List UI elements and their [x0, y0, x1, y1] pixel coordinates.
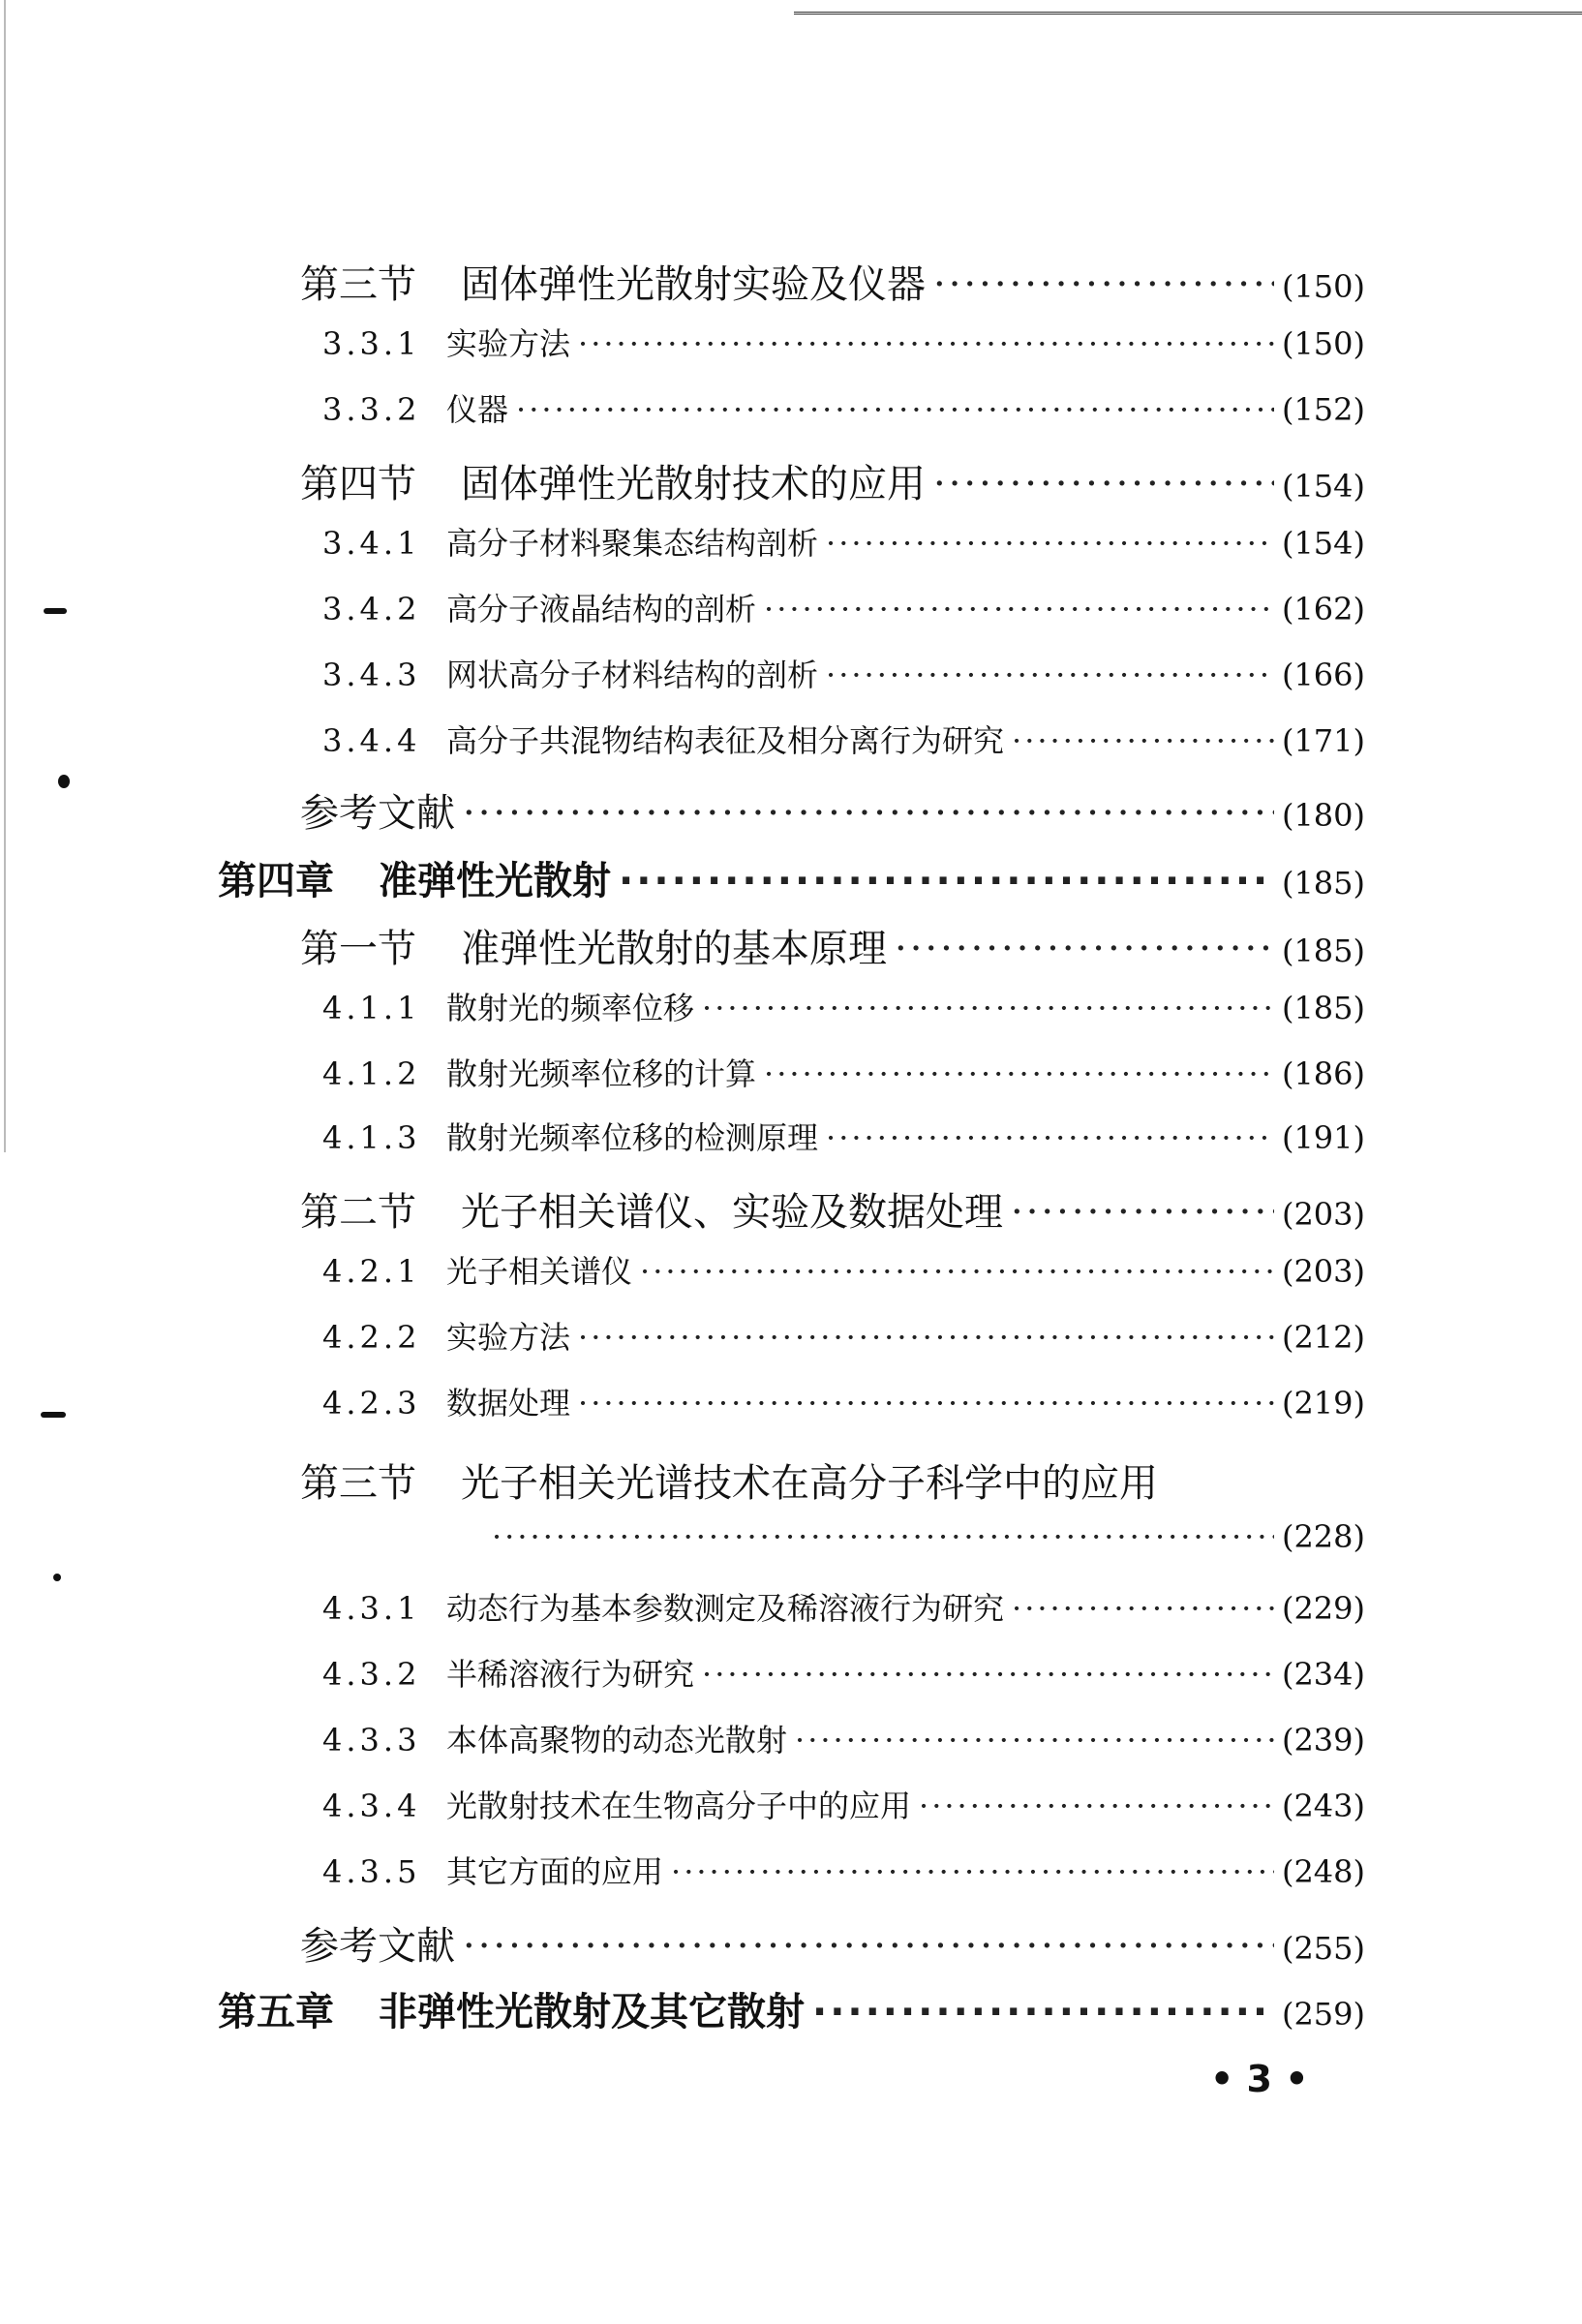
toc-entry-title [322, 320, 570, 364]
toc-entry-title [322, 1379, 570, 1423]
toc-page-number: (191) [1281, 1119, 1365, 1156]
dot-leader [463, 791, 1274, 836]
toc-entry-text: 实验方法 [446, 1319, 571, 1356]
toc-entry-number: 4.1.3 [322, 1119, 421, 1156]
toc-entry-number: 4.3.3 [322, 1722, 421, 1758]
toc-entry-title [322, 1650, 694, 1695]
toc-page-number: (203) [1281, 1253, 1365, 1290]
toc-entry-title [300, 782, 455, 838]
dot-leader [826, 1119, 1274, 1156]
dot-leader [764, 591, 1274, 627]
toc-entry-subsection [322, 1050, 1365, 1094]
toc-entry-text: 动态行为基本参数测定及稀溶液行为研究 [446, 1590, 1005, 1627]
toc-entry-title [322, 585, 756, 629]
toc-page-number: (203) [1281, 1196, 1365, 1233]
toc-entry-text: 光散射技术在生物高分子中的应用 [446, 1788, 912, 1824]
toc-entry-section [300, 1915, 1365, 1971]
dot-leader [702, 990, 1274, 1026]
toc-entry-title [322, 1584, 1004, 1629]
dot-leader [919, 1788, 1274, 1824]
toc-entry-subsection [322, 1782, 1365, 1826]
toc-entry-number: 4.2.2 [322, 1319, 421, 1356]
toc-page-number: (150) [1281, 268, 1365, 305]
toc-page-number: (228) [1281, 1518, 1365, 1555]
toc-entry-section [300, 254, 1365, 309]
toc-entry-number: 3.4.3 [322, 657, 421, 693]
toc-entry-subsection [322, 1114, 1365, 1158]
dot-leader [702, 1656, 1274, 1693]
toc-entry-title [322, 385, 508, 430]
toc-entry-title [300, 453, 926, 508]
dot-leader [578, 325, 1274, 362]
toc-entry-text: 固体弹性光散射技术的应用 [461, 462, 926, 506]
binding-edge [4, 0, 6, 1152]
toc-entry-text: 光子相关光谱技术在高分子科学中的应用 [461, 1461, 1158, 1506]
toc-page-number: (212) [1281, 1319, 1365, 1356]
toc-page-number: (154) [1281, 468, 1365, 505]
toc-entry-number: 3.3.2 [322, 391, 421, 428]
dot-leader [826, 525, 1274, 562]
toc-page-number: (243) [1281, 1788, 1365, 1824]
toc-page-number: (152) [1281, 391, 1365, 428]
toc-page-number: (248) [1281, 1853, 1365, 1890]
toc-entry-number: 第三节 [300, 1461, 416, 1506]
toc-entry-section [300, 782, 1365, 838]
toc-entry-subsection [322, 1247, 1365, 1292]
page-number: • 3 • [1210, 2058, 1309, 2100]
scan-speck [44, 608, 67, 614]
toc-entry-subsection [322, 1313, 1365, 1358]
toc-entry-section [300, 453, 1365, 508]
toc-page-number: (219) [1281, 1385, 1365, 1422]
dot-leader [1011, 1190, 1274, 1235]
dot-leader [933, 262, 1274, 307]
toc-entry-subsection [322, 717, 1365, 761]
toc-entry-subsection [322, 1848, 1365, 1892]
toc-entry-number: 3.3.1 [322, 325, 421, 362]
toc-entry-chapter [218, 850, 1365, 905]
dot-leader [671, 1853, 1274, 1890]
toc-entry-title [322, 1848, 663, 1892]
scan-speck [53, 1574, 61, 1581]
toc-entry-section [300, 918, 1365, 973]
toc-entry-section [300, 1452, 1365, 1508]
toc-page-number: (150) [1281, 325, 1365, 362]
scan-speck [58, 775, 70, 788]
dot-leader [619, 859, 1274, 903]
toc-entry-section [300, 1181, 1365, 1237]
toc-entry-text: 高分子材料聚集态结构剖析 [446, 525, 819, 562]
toc-entry-number: 4.3.2 [322, 1656, 421, 1693]
toc-entry-number: 第三节 [300, 262, 416, 307]
dot-leader [578, 1385, 1274, 1422]
toc-entry-number: 3.4.4 [322, 722, 421, 759]
toc-page-number: (186) [1281, 1055, 1365, 1092]
toc-entry-text: 网状高分子材料结构的剖析 [446, 657, 819, 693]
toc-page-number: (239) [1281, 1722, 1365, 1758]
dot-leader [640, 1253, 1274, 1290]
toc-entry-text: 固体弹性光散射实验及仪器 [461, 262, 926, 307]
toc-entry-title [322, 1716, 787, 1760]
dot-leader [516, 391, 1274, 428]
toc-entry-title [322, 1782, 911, 1826]
dot-leader [895, 927, 1274, 971]
toc-page-number: (180) [1281, 797, 1365, 834]
toc-entry-number: 第四章 [218, 859, 334, 903]
toc-page-number: (154) [1281, 525, 1365, 562]
dot-leader [463, 1924, 1274, 1969]
toc-entry-title [300, 1452, 1158, 1508]
toc-entry-title [300, 1181, 1003, 1237]
toc-entry-title [322, 1247, 632, 1292]
dot-leader [764, 1055, 1274, 1092]
toc-entry-text: 高分子液晶结构的剖析 [446, 591, 757, 627]
toc-entry-subsection [322, 320, 1365, 364]
toc-entry-text: 数据处理 [446, 1385, 571, 1422]
toc-entry-subsection [322, 651, 1365, 695]
toc-entry-title [218, 1981, 805, 2036]
toc-page-number: (229) [1281, 1590, 1365, 1627]
dot-leader [826, 657, 1274, 693]
toc-entry-text: 光子相关谱仪、实验及数据处理 [461, 1190, 1003, 1235]
toc-entry-text: 光子相关谱仪 [446, 1253, 633, 1290]
toc-entry-text: 高分子共混物结构表征及相分离行为研究 [446, 722, 1005, 759]
top-rule [794, 0, 1582, 15]
toc-entry-title [322, 984, 694, 1028]
toc-entry-text: 散射光频率位移的计算 [446, 1055, 757, 1092]
toc-entry-number: 4.2.1 [322, 1253, 421, 1290]
dot-leader [933, 462, 1274, 506]
toc-entry-number: 第二节 [300, 1190, 416, 1235]
toc-entry-text: 实验方法 [446, 325, 571, 362]
toc-entry-number: 4.3.1 [322, 1590, 421, 1627]
toc-entry-subsection [322, 1650, 1365, 1695]
toc-entry-subsection [322, 1716, 1365, 1760]
toc-entry-text: 半稀溶液行为研究 [446, 1656, 695, 1693]
toc-entry-text: 准弹性光散射 [379, 859, 611, 903]
toc-page-number: (234) [1281, 1656, 1365, 1693]
toc-page-number: (166) [1281, 657, 1365, 693]
toc-entry-continuation [484, 1518, 1365, 1555]
toc-page-number: (162) [1281, 591, 1365, 627]
toc-entry-number: 4.1.1 [322, 990, 421, 1026]
toc-entry-number: 4.1.2 [322, 1055, 421, 1092]
toc-entry-title [300, 1915, 455, 1971]
toc-entry-title [300, 918, 887, 973]
toc-page-number: (259) [1281, 1996, 1365, 2033]
toc-entry-text: 散射光的频率位移 [446, 990, 695, 1026]
toc-entry-text: 其它方面的应用 [446, 1853, 664, 1890]
toc-entry-subsection [322, 984, 1365, 1028]
toc-page-number: (185) [1281, 865, 1365, 902]
toc-entry-text: 仪器 [446, 391, 509, 428]
toc-page-number: (185) [1281, 990, 1365, 1026]
toc-entry-text: 参考文献 [300, 1924, 455, 1969]
dot-leader [492, 1518, 1274, 1555]
toc-entry-number: 3.4.2 [322, 591, 421, 627]
dot-leader [578, 1319, 1274, 1356]
toc-entry-title [322, 519, 818, 564]
toc-entry-text: 参考文献 [300, 791, 455, 836]
toc-entry-number: 3.4.1 [322, 525, 421, 562]
toc-entry-number: 4.2.3 [322, 1385, 421, 1422]
toc-entry-text: 散射光频率位移的检测原理 [446, 1119, 819, 1156]
scan-speck [41, 1412, 66, 1418]
toc-page-number: (185) [1281, 933, 1365, 969]
toc-entry-number: 4.3.5 [322, 1853, 421, 1890]
toc-entry-title [322, 1114, 818, 1158]
toc-entry-text: 准弹性光散射的基本原理 [461, 927, 887, 971]
toc-entry-title [218, 850, 611, 905]
dot-leader [812, 1990, 1274, 2034]
toc-entry-title [322, 717, 1004, 761]
toc-entry-title [322, 1313, 570, 1358]
toc-entry-title [300, 254, 926, 309]
toc-entry-title [322, 651, 818, 695]
dot-leader [1012, 722, 1274, 759]
toc-entry-subsection [322, 519, 1365, 564]
toc-entry-number: 第五章 [218, 1990, 334, 2034]
dot-leader [795, 1722, 1274, 1758]
toc-page-number: (255) [1281, 1930, 1365, 1967]
toc-entry-number: 第一节 [300, 927, 416, 971]
toc-entry-subsection [322, 385, 1365, 430]
toc-entry-subsection [322, 1584, 1365, 1629]
dot-leader [1012, 1590, 1274, 1627]
toc-entry-title [322, 1050, 756, 1094]
toc-entry-number: 第四节 [300, 462, 416, 506]
toc-entry-subsection [322, 585, 1365, 629]
toc-entry-text: 非弹性光散射及其它散射 [379, 1990, 805, 2034]
toc-entry-chapter [218, 1981, 1365, 2036]
toc-entry-number: 4.3.4 [322, 1788, 421, 1824]
toc-entry-subsection [322, 1379, 1365, 1423]
toc-entry-text: 本体高聚物的动态光散射 [446, 1722, 788, 1758]
toc-page-number: (171) [1281, 722, 1365, 759]
